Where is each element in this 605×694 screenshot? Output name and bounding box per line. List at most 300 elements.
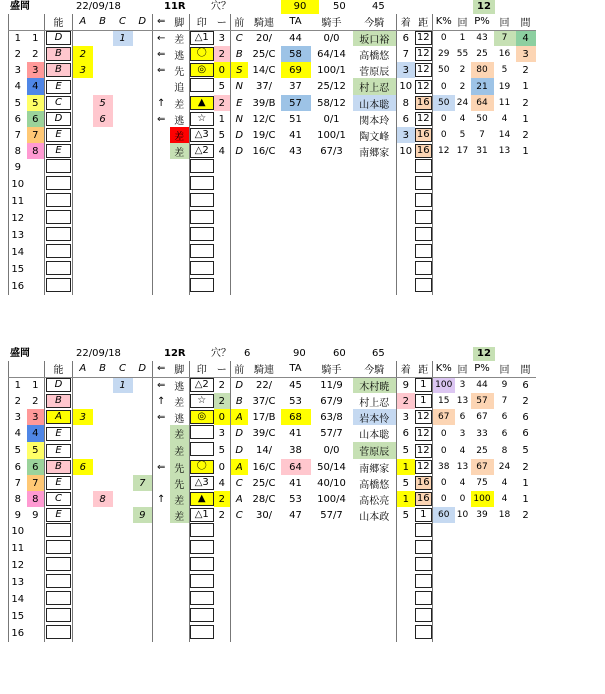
cell-b [93,193,113,210]
distance-box: 16 [415,128,433,142]
cell-a [73,95,93,111]
col-header-shirushi: 印 [190,361,214,377]
cell-k [433,261,455,278]
cell-kai2 [494,523,516,540]
cell-k: 0 [440,114,447,124]
cell-waku [27,176,45,193]
cell-a [73,507,93,523]
cell-chaku: 3 [402,411,409,423]
cell-kiren [248,227,281,244]
cell-mae: D [235,428,244,439]
cell-p [471,574,494,591]
cell-ichi [214,540,231,557]
cell-waku: 7 [27,475,45,491]
cell-kishu: 50/14 [317,461,346,473]
cell-kai2 [494,608,516,625]
mark-box [190,574,214,588]
cell-chaku: 3 [397,62,415,78]
cell-kyaku: 逃 [170,377,190,393]
cell-b [93,30,113,46]
cell-kai2: 4 [501,494,508,504]
col-header-b: B [93,14,113,30]
cell-kyaku [170,244,190,261]
cell-c [113,210,133,227]
cell-d [133,30,153,46]
cell-nou [45,62,73,78]
cell-kan: 2 [522,129,529,141]
cell-kyaku [170,523,190,540]
cell-kan [516,193,536,210]
cell-b [93,425,113,442]
cell-b [93,409,113,425]
cell-no: 13 [9,227,27,244]
cell-d [133,95,153,111]
entries-table [8,14,536,295]
mark-box [190,78,214,92]
cell-kiren: 25/C [252,477,276,489]
cell-kan [516,278,536,295]
header-value-1: 90 [293,348,306,359]
cell-d [133,608,153,625]
cell-ichi [214,176,231,193]
cell-kan: 3 [516,46,536,62]
cell-b [93,227,113,244]
cell-b [93,127,113,143]
cell-nou [45,143,73,159]
ability-box [46,210,70,224]
venue-label: 盛岡 [10,348,30,359]
cell-b [93,159,113,176]
cell-kyori [415,377,433,393]
cell-kan: 1 [522,81,529,92]
cell-mae [231,278,248,295]
cell-kyori [415,227,433,244]
cell-kyori [415,442,433,459]
header-value-2: 60 [333,348,346,359]
cell-ta [281,540,311,557]
cell-kyaku [170,574,190,591]
cell-shirushi [190,557,214,574]
cell-kan: 2 [522,97,529,109]
cell-b [93,442,113,459]
cell-kan [516,608,536,625]
cell-nou [45,244,73,261]
cell-b [93,78,113,95]
cell-ta: 58 [281,46,311,62]
cell-shirushi [190,127,214,143]
cell-kiren: 19/C [252,129,276,141]
cell-b: 5 [93,95,113,111]
cell-d [133,111,153,127]
ability-box [46,227,70,241]
cell-kyori [415,491,433,507]
table-row[interactable] [9,143,536,159]
cell-chaku [397,193,415,210]
cell-nou [45,491,73,507]
cell-shirushi [190,523,214,540]
cell-chaku: 7 [402,48,409,60]
cell-kai2: 13 [498,146,511,156]
cell-waku: 7 [27,127,45,143]
cell-k [433,608,455,625]
cell-k [433,591,455,608]
cell-kan: 6 [522,428,529,439]
table-row[interactable] [9,46,536,62]
cell-k [433,244,455,261]
cell-konki [353,193,397,210]
cell-chaku: 5 [402,445,409,456]
cell-waku [27,244,45,261]
cell-mae [231,591,248,608]
cell-kiren [248,210,281,227]
cell-no: 3 [9,62,27,78]
distance-box: 16 [415,144,433,158]
cell-a [73,475,93,491]
table-row[interactable] [9,30,536,46]
cell-d [133,574,153,591]
distance-box: 12 [415,460,433,474]
entries-table [8,361,536,642]
table-row[interactable] [9,62,536,78]
cell-kiren: 37/ [255,81,273,92]
cell-kiren: 16/C [252,461,276,473]
cell-shirushi [190,475,214,491]
ability-box: C [46,96,70,110]
table-row[interactable] [9,540,536,557]
distance-box: 12 [415,31,433,45]
cell-kai: 0 [459,494,466,504]
cell-shirushi [190,574,214,591]
cell-a: 3 [73,62,93,78]
cell-nou [45,127,73,143]
col-header-arrow: ⇐ [153,361,170,377]
cell-a [73,143,93,159]
table-row[interactable] [9,459,536,475]
table-row[interactable] [9,244,536,261]
cell-nou [45,591,73,608]
cell-b [93,574,113,591]
cell-kyori [415,62,433,78]
cell-nou [45,475,73,491]
cell-kai2: 14 [498,130,511,140]
cell-kishu: 67/9 [320,395,343,407]
table-row[interactable] [9,95,536,111]
cell-p: 39 [476,510,488,520]
mark-box [190,244,214,258]
cell-ta [281,176,311,193]
cell-arrow [153,261,170,278]
cell-kiren [248,608,281,625]
cell-kai2 [494,159,516,176]
cell-shirushi [190,159,214,176]
table-row[interactable] [9,78,536,95]
table-row[interactable] [9,278,536,295]
cell-no: 3 [9,409,27,425]
cell-a [73,591,93,608]
table-row[interactable] [9,523,536,540]
table-row[interactable] [9,393,536,409]
cell-kai2: 19 [498,81,511,92]
cell-b: 6 [93,111,113,127]
cell-shirushi [190,393,214,409]
cell-kai2 [494,591,516,608]
cell-d [133,62,153,78]
col-header-k: K% [433,14,455,30]
ability-box [46,574,70,588]
cell-k: 0 [440,478,447,488]
cell-konki [353,625,397,642]
distance-box: 1 [415,378,433,392]
cell-ichi [214,193,231,210]
cell-c [113,409,133,425]
cell-mae [231,574,248,591]
cell-no: 16 [9,278,27,295]
cell-konki: 南郷家 [353,143,397,159]
col-header-chaku: 着 [397,361,415,377]
cell-chaku [397,557,415,574]
cell-mae [231,625,248,642]
cell-kai [455,608,471,625]
cell-kyori [415,574,433,591]
cell-chaku: 3 [397,127,415,143]
cell-kyaku [170,193,190,210]
col-header-nou: 能 [45,14,73,30]
table-row[interactable] [9,557,536,574]
mark-box: △1 [190,508,214,522]
cell-ta: 43 [289,145,302,157]
col-header-c: C [113,14,133,30]
cell-konki [353,227,397,244]
cell-a [73,210,93,227]
cell-a: 3 [73,409,93,425]
cell-kan: 2 [522,64,529,76]
table-row[interactable] [9,442,536,459]
cell-no: 10 [9,176,27,193]
cell-waku: 2 [27,393,45,409]
cell-nou [45,176,73,193]
cell-kyori [415,625,433,642]
cell-kiren: 28/C [252,493,276,505]
cell-ta [281,523,311,540]
cell-kai2 [494,278,516,295]
cell-d [133,143,153,159]
cell-kai: 13 [456,462,469,472]
cell-kyaku: 先 [170,62,190,78]
cell-konki: 山本政 [353,507,397,523]
mark-box [190,608,214,622]
cell-kai2: 6 [501,412,508,422]
cell-p [471,523,494,540]
cell-shirushi [190,78,214,95]
cell-kiren [248,261,281,278]
cell-p: 50 [476,114,488,124]
col-header-k: K% [433,361,455,377]
mark-box: △2 [190,144,214,158]
cell-p: 33 [476,428,488,439]
cell-b [93,475,113,491]
cell-d [133,244,153,261]
cell-arrow: ⇐ [157,461,166,473]
cell-kyori [415,540,433,557]
table-row[interactable] [9,261,536,278]
table-row[interactable] [9,625,536,642]
cell-shirushi [190,459,214,475]
cell-p: 100 [471,491,494,507]
col-header-a: A [73,14,93,30]
cell-arrow [153,227,170,244]
ability-box: C [46,492,70,506]
cell-kyaku: 差 [170,127,190,143]
mark-box [190,557,214,571]
cell-ta [281,625,311,642]
cell-kyaku: 追 [170,78,190,95]
cell-kan [516,210,536,227]
table-row[interactable] [9,227,536,244]
cell-ichi: 3 [214,425,231,442]
cell-kai: 4 [459,114,466,124]
cell-kishu [311,278,353,295]
cell-mae: C [235,509,243,521]
cell-ta: 44 [289,32,302,44]
cell-ta: 45 [289,379,302,391]
cell-kyori [415,127,433,143]
cell-kiren: 22/ [255,379,273,391]
cell-no: 7 [9,127,27,143]
cell-c [113,591,133,608]
cell-kishu: 58/12 [317,97,346,109]
mark-box: ◎ [190,410,214,424]
cell-kai2: 4 [501,114,508,124]
cell-chaku: 10 [399,145,413,157]
cell-kyaku: 差 [170,442,190,459]
cell-kan: 1 [522,113,529,125]
cell-shirushi [190,377,214,393]
cell-nou [45,111,73,127]
cell-d [133,557,153,574]
cell-konki [353,261,397,278]
cell-shirushi [190,244,214,261]
cell-konki: 高松亮 [353,491,397,507]
cell-mae: D [235,379,244,391]
cell-ta [281,227,311,244]
cell-d [133,46,153,62]
table-row[interactable] [9,210,536,227]
cell-no: 13 [9,574,27,591]
col-header-d: D [133,361,153,377]
cell-kishu: 0/0 [323,32,340,44]
table-row[interactable] [9,491,536,507]
col-header-ichi: ー [214,14,231,30]
cell-a [73,30,93,46]
cell-chaku: 8 [402,97,409,109]
cell-no: 15 [9,261,27,278]
cell-shirushi [190,111,214,127]
table-row[interactable] [9,111,536,127]
cell-ichi [214,523,231,540]
cell-kai2: 18 [498,510,511,520]
cell-mae [231,193,248,210]
table-row[interactable] [9,574,536,591]
cell-nou [45,557,73,574]
table-row[interactable] [9,176,536,193]
cell-kan [516,574,536,591]
col-header-kai: 回 [455,361,471,377]
cell-nou [45,30,73,46]
cell-kai: 24 [456,98,469,108]
cell-d [133,278,153,295]
cell-arrow: ↑ [157,97,166,109]
cell-kan [516,227,536,244]
cell-chaku [397,574,415,591]
cell-kan [516,591,536,608]
cell-kishu: 57/7 [320,509,343,521]
cell-nou [45,409,73,425]
col-header-kai2: 回 [494,361,516,377]
table-row[interactable] [9,425,536,442]
cell-kishu [311,176,353,193]
cell-waku [27,523,45,540]
cell-nou [45,227,73,244]
cell-waku [27,261,45,278]
cell-c [113,491,133,507]
cell-p [471,608,494,625]
table-row[interactable] [9,507,536,523]
cell-d [133,591,153,608]
cell-kishu [311,227,353,244]
cell-arrow [153,193,170,210]
cell-arrow: ⇐ [157,64,166,76]
cell-shirushi [190,278,214,295]
cell-kai: 4 [459,478,466,488]
table-row[interactable] [9,608,536,625]
col-header-p: P% [471,14,494,30]
cell-arrow [153,78,170,95]
cell-kan: 5 [522,445,529,456]
cell-kai2: 7 [494,30,516,46]
cell-kan [516,159,536,176]
cell-a [73,244,93,261]
table-row[interactable] [9,127,536,143]
cell-mae [231,244,248,261]
cell-ichi: 0 [214,459,231,475]
table-row[interactable] [9,377,536,393]
race-sheet-12r [0,347,605,692]
table-row[interactable] [9,475,536,491]
cell-d [133,159,153,176]
cell-c: 1 [113,30,133,46]
cell-a [73,227,93,244]
ability-box: B [46,394,70,408]
cell-kishu [311,159,353,176]
cell-p [471,244,494,261]
cell-kai: 1 [459,33,466,44]
cell-arrow: ⇐ [157,113,166,125]
cell-waku: 3 [27,409,45,425]
cell-p: 25 [476,49,488,59]
distance-box [415,210,433,224]
cell-kishu [311,574,353,591]
cell-ta: 68 [281,409,311,425]
cell-kishu: 67/3 [320,145,343,157]
table-row[interactable] [9,409,536,425]
table-row[interactable] [9,159,536,176]
table-row[interactable] [9,193,536,210]
distance-box [415,591,433,605]
cell-kyaku [170,227,190,244]
cell-ichi: 2 [214,507,231,523]
table-row[interactable] [9,591,536,608]
cell-kishu [311,193,353,210]
